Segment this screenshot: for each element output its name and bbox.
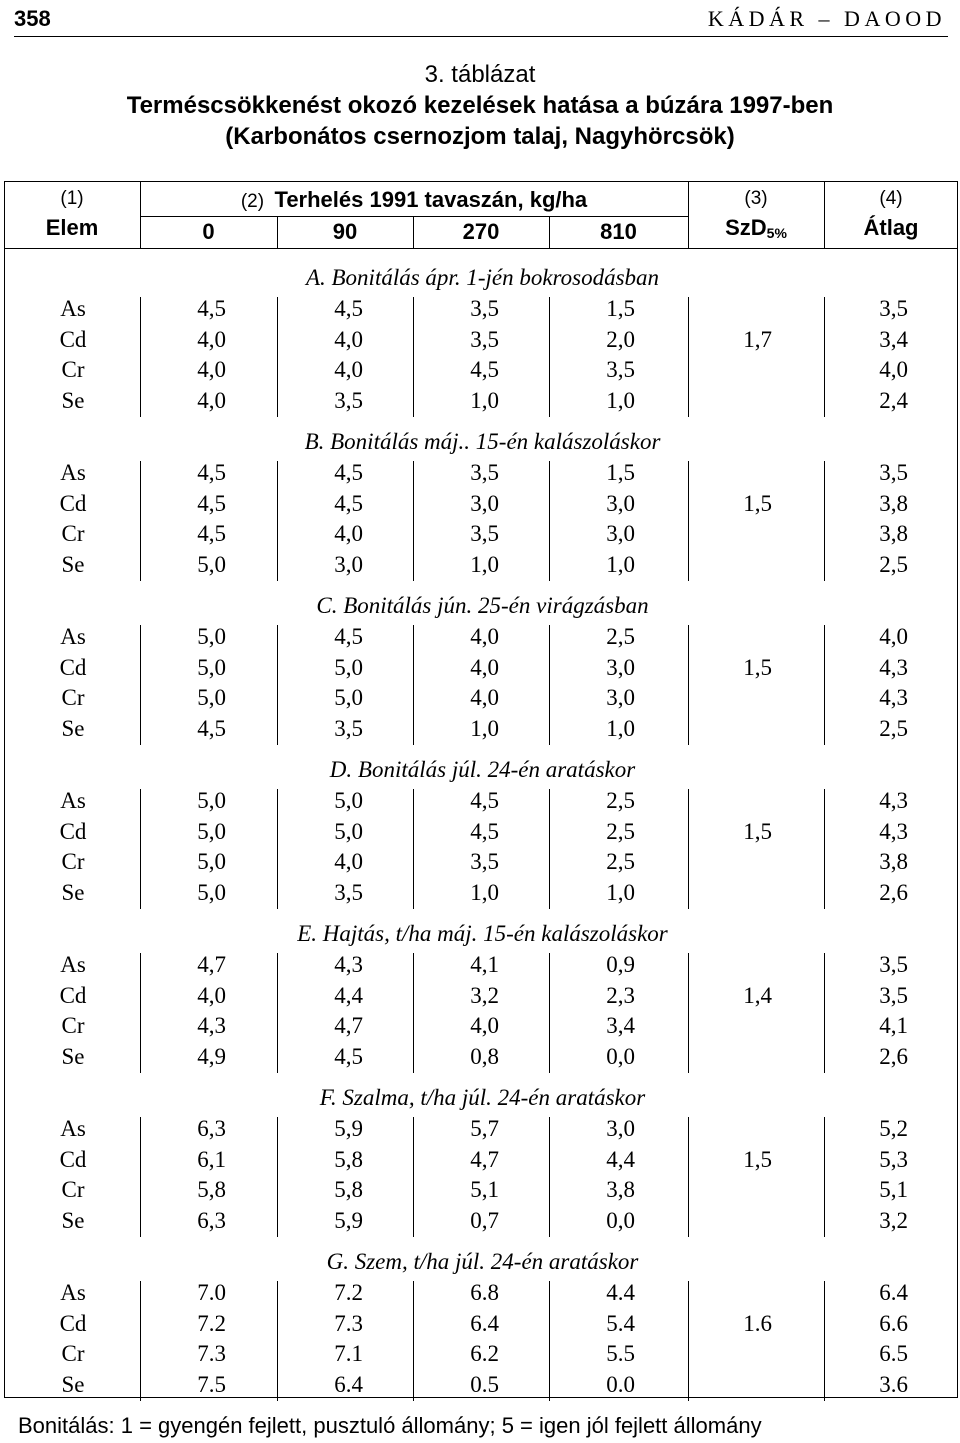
dose-value: 0,8: [470, 1044, 499, 1070]
dose-value: 7.3: [334, 1310, 363, 1336]
dose-value: 4,7: [334, 1013, 363, 1039]
average-value: 3,8: [879, 849, 908, 875]
dose-value: 4,5: [334, 624, 363, 649]
table-row: [0, 1114, 960, 1144]
dose-value: 3,0: [606, 1116, 635, 1141]
dose-value: 4,0: [197, 357, 226, 383]
running-head: KÁDÁR – DAOOD: [707, 6, 946, 31]
average-value: 5,2: [879, 1116, 908, 1141]
average-value: 5,3: [879, 1146, 908, 1172]
dose-value: 4,0: [334, 357, 363, 383]
dose-value: 6,3: [197, 1116, 226, 1141]
dose-value: 3,2: [470, 982, 499, 1008]
table-row: [0, 1042, 960, 1072]
dose-value: 4,0: [470, 1013, 499, 1039]
col2-heading: [140, 186, 688, 217]
table-subtitle: (Karbonátos csernozjom talaj, Nagyhörcsök): [225, 123, 735, 150]
table-row: [0, 519, 960, 549]
dose-value: 1,0: [606, 716, 635, 742]
dose-value: 6.8: [470, 1280, 499, 1305]
dose-value: 2,5: [606, 818, 635, 844]
dose-value: 4,3: [334, 952, 363, 977]
dose-value: 5,0: [197, 818, 226, 844]
dose-value: 4,5: [334, 296, 363, 321]
dose-value: 4,5: [197, 521, 226, 547]
average-value: 4,1: [879, 1013, 908, 1039]
szd-value: 1,5: [743, 654, 772, 680]
dose-value: 6.4: [470, 1310, 499, 1336]
dose-value: 4,0: [470, 654, 499, 680]
dose-value: 0,9: [606, 952, 635, 977]
table-row: [0, 786, 960, 816]
dose-value: 4,5: [334, 490, 363, 516]
col2-label: Terhelés 1991 tavaszán, kg/ha: [274, 187, 588, 212]
dose-value: 1,5: [606, 460, 635, 485]
dose-value: 4,5: [197, 296, 226, 321]
dose-value: 5,0: [334, 654, 363, 680]
dose-value: 3,0: [606, 490, 635, 516]
dose-value: 3,0: [606, 685, 635, 711]
page-header: [14, 4, 948, 37]
dose-value: 4,5: [470, 788, 499, 813]
table-title: Terméscsökkenést okozó kezelések hatása a búzára 1997-ben: [126, 92, 834, 119]
dose-value: 1,5: [606, 296, 635, 321]
average-value: 3,5: [879, 982, 908, 1008]
dose-value: 5,0: [197, 685, 226, 711]
dose-value: 4,1: [470, 952, 499, 977]
dose-value: 4,5: [197, 716, 226, 742]
element-name: Cd: [59, 326, 87, 352]
dose-value: 3,5: [470, 296, 499, 321]
dose-value: 3,5: [606, 357, 635, 383]
szd-value: 1,5: [743, 490, 772, 516]
dose-value: 7.3: [197, 1341, 226, 1367]
table-row: [0, 1370, 960, 1400]
table-row: [0, 1206, 960, 1236]
dose-value: 5,0: [197, 624, 226, 649]
table-row: [0, 1145, 960, 1175]
average-value: 4,3: [879, 654, 908, 680]
dose-value: 5,8: [334, 1177, 363, 1203]
dose-value: 6.2: [470, 1341, 499, 1367]
dose-value: 3,5: [334, 716, 363, 742]
element-name: Cd: [59, 818, 87, 844]
element-name: As: [60, 460, 86, 485]
section-title: C. Bonitálás jún. 25-én virágzásban: [316, 593, 649, 618]
element-name: Se: [61, 552, 85, 578]
dose-value: 4,0: [470, 624, 499, 649]
dose-value: 5,0: [334, 788, 363, 813]
dose-value: 4,5: [334, 460, 363, 485]
dose-header: 0: [202, 219, 215, 244]
dose-value: 4,9: [197, 1044, 226, 1070]
col3-label-text: SzD: [725, 215, 767, 240]
table-row: [0, 325, 960, 355]
table-row: [0, 878, 960, 908]
element-name: Cd: [59, 654, 87, 680]
table-row: [0, 683, 960, 713]
col3-label-subscript: 5%: [766, 225, 787, 241]
dose-value: 7.2: [197, 1310, 226, 1336]
section-title: G. Szem, t/ha júl. 24-én aratáskor: [326, 1249, 639, 1274]
dose-header: 270: [462, 219, 500, 244]
section-title: D. Bonitálás júl. 24-én aratáskor: [329, 757, 636, 782]
dose-value: 3,5: [470, 849, 499, 875]
dose-value: 0,0: [606, 1208, 635, 1234]
dose-value: 3,5: [470, 326, 499, 352]
dose-value: 1,0: [606, 880, 635, 906]
section-title: B. Bonitálás máj.. 15-én kalászoláskor: [304, 429, 661, 454]
table-number: 3. táblázat: [424, 61, 536, 88]
dose-value: 6.4: [334, 1372, 363, 1398]
average-value: 3,8: [879, 490, 908, 516]
dose-value: 7.1: [334, 1341, 363, 1367]
col3-label: [688, 214, 824, 247]
element-name: Cd: [59, 982, 87, 1008]
dose-value: 7.0: [197, 1280, 226, 1305]
element-name: Se: [61, 1372, 85, 1398]
szd-value: 1,7: [743, 326, 772, 352]
dose-value: 5,1: [470, 1177, 499, 1203]
section-title: A. Bonitálás ápr. 1-jén bokrosodásban: [305, 265, 660, 290]
szd-value: 1.6: [743, 1310, 772, 1336]
dose-value: 5.4: [606, 1310, 635, 1336]
element-name: Se: [61, 1208, 85, 1234]
dose-value: 5.5: [606, 1341, 635, 1367]
element-name: Cr: [61, 1013, 85, 1039]
average-value: 3.6: [879, 1372, 908, 1398]
table-row: [0, 622, 960, 652]
element-name: Cr: [61, 521, 85, 547]
dose-value: 3,0: [606, 654, 635, 680]
average-value: 4,3: [879, 685, 908, 711]
average-value: 6.5: [879, 1341, 908, 1367]
element-name: Cd: [59, 490, 87, 516]
dose-value: 5,0: [197, 552, 226, 578]
szd-value: 1,4: [743, 982, 772, 1008]
dose-value: 0.5: [470, 1372, 499, 1398]
col3-number: (3): [744, 188, 768, 209]
average-value: 6.4: [879, 1280, 908, 1305]
dose-value: 2,0: [606, 326, 635, 352]
table-row: [0, 950, 960, 980]
average-value: 2,4: [879, 388, 908, 414]
table-row: [0, 550, 960, 580]
average-value: 4,3: [879, 788, 908, 813]
table-row: [0, 847, 960, 877]
dose-value: 3,0: [606, 521, 635, 547]
average-value: 4,3: [879, 818, 908, 844]
average-value: 4,0: [879, 357, 908, 383]
element-name: Cd: [59, 1310, 87, 1336]
dose-value: 2,5: [606, 624, 635, 649]
dose-value: 0,7: [470, 1208, 499, 1234]
dose-value: 7.5: [197, 1372, 226, 1398]
element-name: Se: [61, 388, 85, 414]
table-row: [0, 981, 960, 1011]
table-row: [0, 1309, 960, 1339]
dose-value: 4,3: [197, 1013, 226, 1039]
dose-value: 3,5: [334, 388, 363, 414]
col4-label: Átlag: [863, 215, 919, 240]
average-value: 2,6: [879, 880, 908, 906]
table-row: [0, 386, 960, 416]
dose-value: 6,3: [197, 1208, 226, 1234]
average-value: 2,6: [879, 1044, 908, 1070]
table-row: [0, 1011, 960, 1041]
dose-value: 3,5: [470, 521, 499, 547]
dose-header: 90: [332, 219, 358, 244]
element-name: As: [60, 788, 86, 813]
dose-value: 1,0: [606, 552, 635, 578]
dose-value: 4,0: [197, 388, 226, 414]
dose-value: 3,5: [334, 880, 363, 906]
dose-value: 1,0: [470, 552, 499, 578]
dose-value: 5,0: [197, 880, 226, 906]
col1-label: Elem: [45, 215, 99, 240]
table-row: [0, 458, 960, 488]
szd-value: 1,5: [743, 818, 772, 844]
dose-value: 2,3: [606, 982, 635, 1008]
dose-value: 4,0: [334, 521, 363, 547]
average-value: 6.6: [879, 1310, 908, 1336]
dose-value: 2,5: [606, 849, 635, 875]
average-value: 4,0: [879, 624, 908, 649]
dose-value: 4,5: [470, 818, 499, 844]
element-name: Cr: [61, 849, 85, 875]
table-row: [0, 653, 960, 683]
average-value: 3,5: [879, 952, 908, 977]
dose-value: 7.2: [334, 1280, 363, 1305]
dose-value: 4,4: [334, 982, 363, 1008]
element-name: As: [60, 1280, 86, 1305]
footnote: Bonitálás: 1 = gyengén fejlett, pusztuló állomány; 5 = igen jól fejlett állomány: [18, 1413, 762, 1438]
dose-value: 5,8: [334, 1146, 363, 1172]
average-value: 3,5: [879, 296, 908, 321]
table-row: [0, 355, 960, 385]
table-row: [0, 817, 960, 847]
dose-value: 4,0: [334, 849, 363, 875]
dose-value: 4,0: [197, 326, 226, 352]
average-value: 3,4: [879, 326, 908, 352]
element-name: Se: [61, 716, 85, 742]
dose-value: 4,5: [334, 1044, 363, 1070]
element-name: As: [60, 624, 86, 649]
dose-value: 4,7: [470, 1146, 499, 1172]
element-name: Cr: [61, 1341, 85, 1367]
dose-value: 4,4: [606, 1146, 635, 1172]
dose-value: 5,9: [334, 1208, 363, 1234]
dose-value: 5,0: [197, 654, 226, 680]
average-value: 3,5: [879, 460, 908, 485]
average-value: 2,5: [879, 552, 908, 578]
dose-value: 4.4: [606, 1280, 635, 1305]
table-row: [0, 1175, 960, 1205]
average-value: 3,8: [879, 521, 908, 547]
table-row: [0, 489, 960, 519]
col2-number: (2): [240, 191, 265, 212]
dose-header: 810: [600, 219, 637, 244]
page-number: 358: [14, 6, 51, 31]
dose-value: 5,0: [197, 788, 226, 813]
dose-value: 5,8: [197, 1177, 226, 1203]
element-name: Cd: [59, 1146, 87, 1172]
table-row: [0, 714, 960, 744]
average-value: 2,5: [879, 716, 908, 742]
dose-value: 5,0: [334, 818, 363, 844]
element-name: Cr: [61, 357, 85, 383]
dose-value: 4,5: [470, 357, 499, 383]
element-name: As: [60, 1116, 86, 1141]
dose-value: 4,5: [197, 490, 226, 516]
dose-value: 4,0: [197, 982, 226, 1008]
dose-value: 1,0: [470, 388, 499, 414]
element-name: As: [60, 296, 86, 321]
element-name: Se: [61, 1044, 85, 1070]
element-name: Se: [61, 880, 85, 906]
dose-value: 5,0: [197, 849, 226, 875]
element-name: Cr: [61, 685, 85, 711]
table-row: [0, 1278, 960, 1308]
col1-number: (1): [60, 188, 84, 209]
dose-value: 6,1: [197, 1146, 226, 1172]
section-title: F. Szalma, t/ha júl. 24-én aratáskor: [319, 1085, 646, 1110]
dose-value: 4,5: [197, 460, 226, 485]
dose-value: 2,5: [606, 788, 635, 813]
table-row: [0, 1339, 960, 1369]
dose-value: 3,8: [606, 1177, 635, 1203]
dose-value: 4,7: [197, 952, 226, 977]
dose-value: 1,0: [470, 880, 499, 906]
dose-value: 3,5: [470, 460, 499, 485]
element-name: Cr: [61, 1177, 85, 1203]
dose-value: 5,0: [334, 685, 363, 711]
element-name: As: [60, 952, 86, 977]
dose-value: 5,7: [470, 1116, 499, 1141]
col4-number: (4): [879, 188, 903, 209]
dose-value: 4,0: [334, 326, 363, 352]
header-bottom-rule: [4, 248, 958, 249]
average-value: 5,1: [879, 1177, 908, 1203]
table-row: [0, 294, 960, 324]
dose-value: 3,4: [606, 1013, 635, 1039]
dose-value: 1,0: [470, 716, 499, 742]
average-value: 3,2: [879, 1208, 908, 1234]
dose-value: 1,0: [606, 388, 635, 414]
section-title: E. Hajtás, t/ha máj. 15-én kalászoláskor: [297, 921, 668, 946]
dose-value: 3,0: [334, 552, 363, 578]
dose-value: 4,0: [470, 685, 499, 711]
szd-value: 1,5: [743, 1146, 772, 1172]
dose-value: 5,9: [334, 1116, 363, 1141]
dose-value: 3,0: [470, 490, 499, 516]
dose-value: 0.0: [606, 1372, 635, 1398]
dose-value: 0,0: [606, 1044, 635, 1070]
